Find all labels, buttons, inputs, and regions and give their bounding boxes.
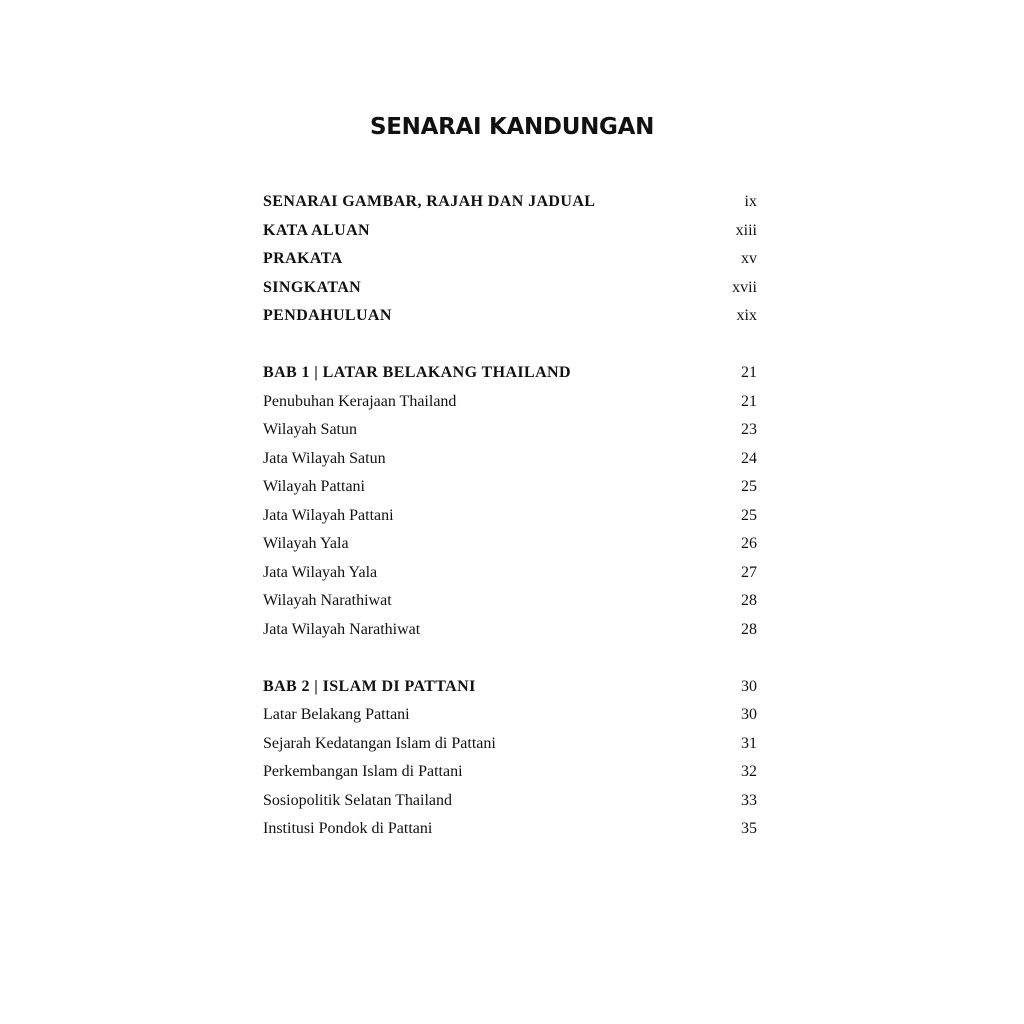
toc-page-number: 32 [741,763,757,780]
page-title: SENARAI KANDUNGAN [369,114,655,140]
toc-entry-label: Wilayah Pattani [263,478,365,495]
toc-page-number: 30 [741,677,757,695]
toc-section [263,188,757,331]
toc-page-number: 21 [741,392,757,410]
toc-entry-label: BAB 1 | LATAR BELAKANG THAILAND [263,364,571,381]
toc-entry-label: PRAKATA [263,250,343,267]
toc-entry [263,730,757,759]
toc-entry [263,559,757,588]
toc-page-number: ix [744,193,757,210]
toc-entry [263,530,757,559]
toc-entry [263,416,757,445]
toc-page-number: 23 [741,421,757,438]
toc-page-number: 26 [741,535,757,552]
toc-entry [263,388,757,417]
toc-heading-entry [263,188,757,217]
toc-entry [263,616,757,645]
toc-heading-entry [263,359,757,388]
toc-section [263,359,757,644]
toc-entry-label: Sosiopolitik Selatan Thailand [263,791,453,809]
toc-heading-entry [263,217,757,246]
toc-entry [263,701,757,730]
table-of-contents [263,188,757,844]
toc-entry-label: Wilayah Narathiwat [263,592,392,609]
toc-entry [263,815,757,844]
toc-entry-label: Institusi Pondok di Pattani [263,820,433,837]
toc-entry-label: Wilayah Yala [263,535,349,552]
toc-page-number: xv [741,250,757,267]
toc-entry-label: KATA ALUAN [263,221,370,239]
toc-entry-label: Jata Wilayah Yala [263,563,378,581]
toc-entry-label: PENDAHULUAN [263,307,392,324]
toc-entry-label: BAB 2 | ISLAM DI PATTANI [263,677,476,695]
toc-entry-label: Penubuhan Kerajaan Thailand [263,392,457,410]
toc-page-number: xiii [735,221,757,239]
toc-heading-entry [263,673,757,702]
toc-page-number: 35 [741,820,757,837]
toc-entry [263,758,757,787]
toc-heading-entry [263,302,757,331]
toc-entry-label: Jata Wilayah Pattani [263,506,394,524]
toc-page-number: xvii [732,278,757,296]
toc-page-number: 31 [741,734,757,752]
toc-page-number: 30 [741,706,757,723]
toc-page-number: 33 [741,791,757,809]
toc-entry-label: Sejarah Kedatangan Islam di Pattani [263,734,496,752]
toc-page-number: 21 [741,364,757,381]
toc-page-number: 24 [741,449,757,467]
toc-entry-label: SINGKATAN [263,278,362,296]
toc-entry [263,445,757,474]
toc-page-number: 25 [741,506,757,524]
toc-entry-label: Wilayah Satun [263,421,357,438]
toc-section [263,673,757,844]
toc-entry [263,787,757,816]
toc-entry-label: Jata Wilayah Narathiwat [263,620,421,638]
toc-entry [263,502,757,531]
toc-entry-label: SENARAI GAMBAR, RAJAH DAN JADUAL [263,193,596,210]
toc-page-number: 27 [741,563,757,581]
toc-page-number: xix [736,307,757,324]
toc-entry [263,473,757,502]
toc-entry-label: Perkembangan Islam di Pattani [263,763,463,780]
toc-entry-label: Latar Belakang Pattani [263,706,410,723]
toc-heading-entry [263,245,757,274]
toc-page-number: 28 [741,592,757,609]
toc-entry [263,587,757,616]
toc-page-number: 25 [741,478,757,495]
toc-entry-label: Jata Wilayah Satun [263,449,386,467]
toc-page-number: 28 [741,620,757,638]
toc-heading-entry [263,274,757,303]
